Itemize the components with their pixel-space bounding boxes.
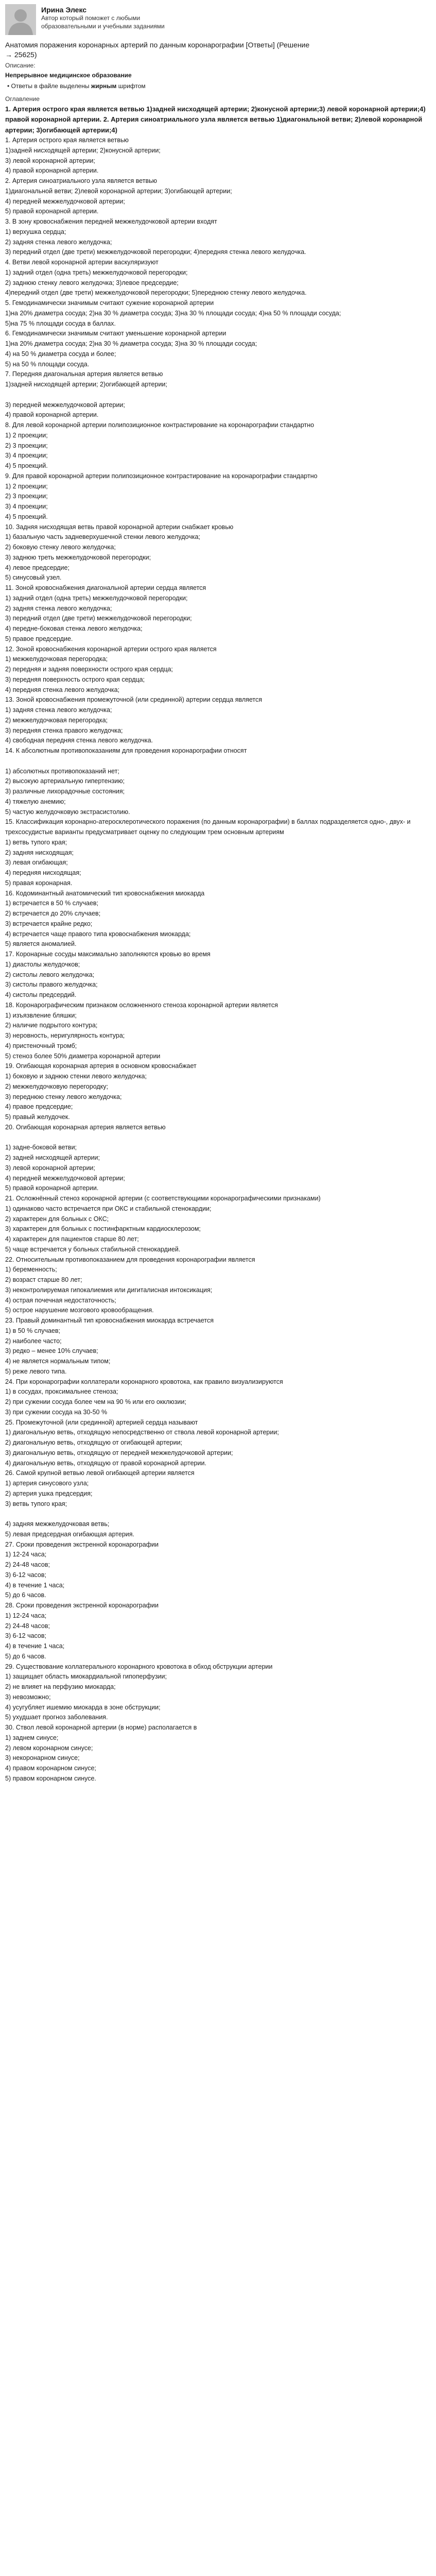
text-line: 4)передний отдел (две трети) межжелудочковой перегородки; 5)переднюю стенку левого желудочка. <box>5 289 307 297</box>
text-line: 4) передняя стенка левого желудочка; <box>5 686 120 693</box>
text-line: 4) правом коронарном синусе; <box>5 1765 96 1772</box>
text-line: 2) задняя стенка левого желудочка; <box>5 238 112 246</box>
text-line: 3) 6-12 часов; <box>5 1571 46 1579</box>
document-title: Анатомия поражения коронарных артерий по данным коронарографии [Ответы] (Решение → 25625) <box>5 41 310 59</box>
text-line: 2) заднюю стенку левого желудочка; 3)левое предсердие; <box>5 279 179 286</box>
text-line: 5) стеноз более 50% диаметра коронарной артерии <box>5 1052 161 1060</box>
text-line: 15. Классификация коронарно-атеросклеротического поражения (по данным коронарографии) в баллах подразделяется одно-, двух- и трехсосудистые варианты предусматривает оценку по следующим трем основным артериям <box>5 818 411 836</box>
text-line: 1) верхушка сердца; <box>5 228 66 235</box>
text-line: 1) базальную часть задневерхушечной стенки левого желудочка; <box>5 533 200 541</box>
text-line: 2) характерен для больных с ОКС; <box>5 1215 109 1223</box>
text-line: 4) 5 проекций. <box>5 513 48 520</box>
text-line: 5) правом коронарном синусе. <box>5 1774 96 1782</box>
text-line: 2) задняя стенка левого желудочка; <box>5 604 112 612</box>
text-line: 4) свободная передняя стенка левого желудочка. <box>5 737 153 744</box>
text-line: 1) беременность; <box>5 1266 57 1274</box>
text-line <box>5 756 431 767</box>
note-emphasis: жирным <box>91 82 117 90</box>
text-line: 2) артерия ушка предсердия; <box>5 1489 93 1497</box>
text-line: 2) при сужении сосуда более чем на 90 % или его окклюзии; <box>5 1398 186 1406</box>
text-line: 1) межжелудочковая перегородка; <box>5 655 108 663</box>
text-line: 1) диастолы желудочков; <box>5 960 80 968</box>
text-line: 1) 2 проекции; <box>5 431 48 439</box>
text-line: 2) возраст старше 80 лет; <box>5 1276 82 1284</box>
text-line: 5) правой коронарной артерии. <box>5 208 99 215</box>
author-block <box>5 4 431 35</box>
text-line: 23. Правый доминантный тип кровоснабжения миокарда встречается <box>5 1317 214 1325</box>
questions-list <box>5 104 431 1784</box>
text-line: 16. Кодоминантный анатомический тип кровоснабжения миокарда <box>5 889 205 897</box>
text-line: 5) ухудшает прогноз заболевания. <box>5 1714 108 1721</box>
text-line: 1) изъязвление бляшки; <box>5 1011 77 1019</box>
text-line: 28. Сроки проведения экстренной коронарографии <box>5 1602 159 1609</box>
text-line: 1) 12-24 часа; <box>5 1612 47 1619</box>
text-line: 5) является аномалией. <box>5 940 77 948</box>
text-line: 8. Для левой коронарной артерии полипозиционное контрастирование на коронарографии стандартно <box>5 421 315 429</box>
text-line: 4) диагональную ветвь, отходящую от правой коронарной артерии. <box>5 1459 206 1467</box>
text-line: 11. Зоной кровоснабжения диагональной артерии сердца является <box>5 584 206 592</box>
text-line: 3) передней межжелудочковой артерии; <box>5 401 125 409</box>
text-line: 4) передняя нисходящая; <box>5 869 81 877</box>
text-line: 5) острое нарушение мозгового кровообращения. <box>5 1307 154 1314</box>
author-name[interactable]: Ирина Элекс <box>41 6 87 14</box>
text-line: 3) 4 проекции; <box>5 452 48 460</box>
text-line: 4) систолы предсердий. <box>5 991 77 999</box>
note-suffix: шрифтом <box>116 82 146 90</box>
description-label: Описание: <box>5 61 36 69</box>
text-line: 1) задняя стенка левого желудочка; <box>5 706 112 714</box>
text-line: 3) передняя поверхность острого края сердца; <box>5 675 145 683</box>
text-line: 2) не влияет на перфузию миокарда; <box>5 1683 116 1691</box>
text-line: 6. Гемодинамически значимым считают уменьшение коронарной артерии <box>5 330 226 337</box>
text-line: 2) высокую артериальную гипертензию; <box>5 777 125 785</box>
text-line: 4) правое предсердие; <box>5 1103 73 1111</box>
text-line: 2) встречается до 20% случаев; <box>5 910 101 918</box>
text-line: 4) в течение 1 часа; <box>5 1581 65 1589</box>
text-line: 24. При коронарографии коллатерали коронарного кровотока, как правило визуализируются <box>5 1378 283 1385</box>
text-line: 26. Самой крупной ветвью левой огибающей артерии является <box>5 1469 195 1477</box>
text-line: 1) в сосудах, проксимальнее стеноза; <box>5 1388 118 1396</box>
text-line: 2) 3 проекции; <box>5 442 48 449</box>
author-description: Автор который поможет с любыми образовательными и учебными заданиями <box>41 14 165 30</box>
text-line: 3) передняя стенка правого желудочка; <box>5 726 123 734</box>
text-line: 1) в 50 % случаев; <box>5 1327 60 1334</box>
text-line: 1) боковую и заднюю стенки левого желудочка; <box>5 1073 147 1080</box>
text-line: 3) характерен для больных с постинфарктным кардиосклерозом; <box>5 1225 201 1233</box>
toc-label: Оглавление <box>5 95 40 103</box>
text-line: 10. Задняя нисходящая ветвь правой коронарной артерии снабжает кровью <box>5 523 234 531</box>
text-line: 2) задняя нисходящая; <box>5 849 74 856</box>
text-line: 17. Коронарные сосуды максимально заполняются кровью во время <box>5 951 211 958</box>
text-line: 1) задне-боковой ветви; <box>5 1144 77 1151</box>
text-line: 3) передний отдел (две трети) межжелудочковой перегородки; 4)передняя стенка левого желудочка. <box>5 248 306 256</box>
text-line: 4) передней межжелудочковой артерии; <box>5 197 125 205</box>
text-line: 4) на 50 % диаметра сосуда и более; <box>5 350 116 358</box>
text-line: 5) до 6 часов. <box>5 1591 46 1599</box>
text-line: 1) артерия синусового узла; <box>5 1480 89 1487</box>
text-line: 2) левом коронарном синусе; <box>5 1744 93 1752</box>
text-line: 5) чаще встречается у больных стабильной стенокардией. <box>5 1245 181 1253</box>
text-line: 30. Ствол левой коронарной артерии (в норме) располагается в <box>5 1724 197 1732</box>
text-line: 3) заднюю треть межжелудочковой перегородки; <box>5 553 151 561</box>
toc-entry[interactable]: 1. Артерия острого края является ветвью 1)задней нисходящей артерии; 2)конусной артерии;3) левой коронарной артерии;4) правой коронарной артерии. 2. Артерия синоатриального узла является ветвью 1)диагональной ветви; 2)левой коронарной артерии; 3)огибающей артерии;4) <box>5 105 426 134</box>
text-line: 5) реже левого типа. <box>5 1367 67 1375</box>
text-line: 5) синусовый узел. <box>5 574 62 582</box>
text-line: 29. Существование коллатерального коронарного кровотока в обход обструкции артерии <box>5 1663 273 1670</box>
text-line: 3) некоронарном синусе; <box>5 1754 80 1762</box>
text-line: 1) задний отдел (одна треть) межжелудочковой перегородки; <box>5 268 188 276</box>
text-line: 1)задней нисходящей артерии; 2)конусной артерии; <box>5 146 161 154</box>
text-line: 4) 5 проекций. <box>5 462 48 470</box>
text-line: 2) задней нисходящей артерии; <box>5 1154 100 1162</box>
text-line: 1. Артерия острого края является ветвью <box>5 137 129 144</box>
text-line: 20. Огибающая коронарная артерия является ветвью <box>5 1123 166 1131</box>
text-line: 2) межжелудочковая перегородка; <box>5 716 108 724</box>
text-line: 3) левой коронарной артерии; <box>5 1164 95 1172</box>
text-line: 5) до 6 часов. <box>5 1652 46 1660</box>
description-value: Непрерывное медицинское образование <box>5 71 132 79</box>
text-line: 19. Огибающая коронарная артерия в основном кровоснабжает <box>5 1062 197 1070</box>
text-line: 2) 24-48 часов; <box>5 1561 50 1569</box>
text-line: 1)диагональной ветви; 2)левой коронарной артерии; 3)огибающей артерии; <box>5 187 232 195</box>
text-line: 5)на 75 % площади сосуда в баллах. <box>5 319 116 327</box>
text-line: 1) защищает область миокардиальной гипоперфузии; <box>5 1673 167 1681</box>
text-line <box>5 1133 431 1143</box>
text-line: 27. Сроки проведения экстренной коронарографии <box>5 1540 159 1548</box>
author-info <box>41 4 196 30</box>
text-line: 18. Коронарографическим признаком осложненного стеноза коронарной артерии является <box>5 1001 278 1009</box>
text-line: 5) правый желудочек. <box>5 1113 70 1121</box>
text-line: 4) пристеночный тромб; <box>5 1042 77 1049</box>
text-line: 14. К абсолютным противопоказаниям для проведения коронарографии относят <box>5 747 247 755</box>
text-line: 4. Ветви левой коронарной артерии васкуляризуют <box>5 259 159 266</box>
text-line: 9. Для правой коронарной артерии полипозиционное контрастирование на коронарографии стандартно <box>5 472 318 480</box>
text-line: 1) 2 проекции; <box>5 482 48 490</box>
text-line: 3) передний отдел (две трети) межжелудочковой перегородки; <box>5 615 192 622</box>
text-line: 3) встречается крайне редко; <box>5 920 93 927</box>
text-line: 3) ветвь тупого края; <box>5 1500 67 1507</box>
text-line: 1) абсолютных противопоказаний нет; <box>5 767 119 775</box>
user-silhouette-icon <box>5 4 36 35</box>
text-line: 5) правая коронарная. <box>5 879 73 887</box>
text-line: 5) на 50 % площади сосуда. <box>5 360 90 368</box>
text-line: 12. Зоной кровоснабжения коронарной артерии острого края является <box>5 645 217 653</box>
text-line: 1) одинаково часто встречается при ОКС и стабильной стенокардии; <box>5 1205 212 1212</box>
text-line: 2) 24-48 часов; <box>5 1622 50 1630</box>
text-line: 1) задний отдел (одна треть) межжелудочковой перегородки; <box>5 594 188 602</box>
text-line: 1)задней нисходящей артерии; 2)огибающей артерии; <box>5 381 167 388</box>
text-line: 7. Передняя диагональная артерия является ветвью <box>5 370 163 378</box>
text-line: 21. Осложнённый стеноз коронарной артерии (с соответствующими коронарографическими признаками) <box>5 1195 321 1202</box>
text-line: 1)на 20% диаметра сосуда; 2)на 30 % диаметра сосуда; 3)на 30 % площади сосуда; 4)на 50 % площади сосуда; <box>5 309 341 317</box>
text-line: 4) встречается чаще правого типа кровоснабжения миокарда; <box>5 930 191 938</box>
text-line: 4) правой коронарной артерии. <box>5 167 99 175</box>
text-line: 2. Артерия синоатриального узла является ветвью <box>5 177 158 185</box>
bold-answers-note <box>7 81 431 91</box>
text-line: 3) редко – менее 10% случаев; <box>5 1347 98 1355</box>
text-line: 1) 12-24 часа; <box>5 1551 47 1558</box>
text-line: 3) неровность, неригулярность контура; <box>5 1032 125 1040</box>
text-line: 2) наиболее часто; <box>5 1337 62 1345</box>
text-line: 3) диагональную ветвь, отходящую от передней межжелудочковой артерии; <box>5 1449 233 1456</box>
text-line: 4) передней межжелудочковой артерии; <box>5 1174 125 1182</box>
note-prefix: • Ответы в файле выделены <box>7 82 91 90</box>
text-line: 3) неконтролируемая гипокалиемия или дигиталисная интоксикация; <box>5 1286 213 1294</box>
text-line <box>5 1509 431 1519</box>
text-line: 2) 3 проекции; <box>5 493 48 500</box>
text-line: 3) систолы правого желудочка; <box>5 981 98 989</box>
text-line: 2) наличие подрытого контура; <box>5 1022 98 1029</box>
text-line: 5) левая предсердная огибающая артерия. <box>5 1530 134 1538</box>
text-line: 5) правое предсердие. <box>5 635 73 642</box>
avatar[interactable] <box>5 4 36 35</box>
text-line: 22. Относительным противопоказанием для проведения коронарографии является <box>5 1256 255 1263</box>
text-line: 4) задняя межжелудочковая ветвь; <box>5 1520 110 1528</box>
text-line: 4) левое предсердие; <box>5 564 69 571</box>
text-line: 2) межжелудочковую перегородку; <box>5 1082 109 1090</box>
text-line: 4) в течение 1 часа; <box>5 1642 65 1650</box>
text-line: 2) систолы левого желудочка; <box>5 971 95 978</box>
text-line: 1) ветвь тупого края; <box>5 838 67 846</box>
text-line: 3) переднюю стенку левого желудочка; <box>5 1093 122 1100</box>
text-line: 3) левой коронарной артерии; <box>5 157 95 164</box>
text-line: 4) передне-боковая стенка левого желудочка; <box>5 625 143 633</box>
text-line: 5) частую желудочковую экстрасистолию. <box>5 808 130 816</box>
text-line: 4) острая почечная недостаточность; <box>5 1296 116 1304</box>
text-line <box>5 390 431 400</box>
text-line: 5. Гемодинамически значимым считают сужение коронарной артерии <box>5 299 214 307</box>
text-line: 3. В зону кровоснабжения передней межжелудочковой артерии входят <box>5 218 217 226</box>
text-line: 4) усугубляет ишемию миокарда в зоне обструкции; <box>5 1703 161 1711</box>
text-line: 3) при сужении сосуда на 30-50 % <box>5 1408 108 1416</box>
text-line: 2) боковую стенку левого желудочка; <box>5 544 116 551</box>
text-line: 4) характерен для пациентов старше 80 лет; <box>5 1235 139 1243</box>
text-line: 25. Промежуточной (или срединной) артерией сердца называют <box>5 1418 198 1426</box>
text-line: 3) левая огибающая; <box>5 859 68 867</box>
text-line: 4) тяжелую анемию; <box>5 798 66 805</box>
text-line: 1) встречается в 50 % случаев; <box>5 900 99 907</box>
text-line: 1)на 20% диаметра сосуда; 2)на 30 % диаметра сосуда; 3)на 30 % площади сосуда; <box>5 340 257 348</box>
text-line: 3) 6-12 часов; <box>5 1632 46 1640</box>
text-line: 13. Зоной кровоснабжения промежуточной (или срединной) артерии сердца является <box>5 696 263 704</box>
text-line: 1) заднем синусе; <box>5 1734 59 1741</box>
text-line: 5) правой коронарной артерии. <box>5 1184 99 1192</box>
text-line: 3) 4 проекции; <box>5 503 48 511</box>
text-line: 1) диагональную ветвь, отходящую непосредственно от ствола левой коронарной артерии; <box>5 1429 279 1436</box>
text-line: 2) диагональную ветвь, отходящую от огибающей артерии; <box>5 1439 183 1447</box>
text-line: 4) не является нормальным типом; <box>5 1358 111 1365</box>
text-line: 3) невозможно; <box>5 1693 51 1701</box>
text-line: 2) передняя и задняя поверхности острого края сердца; <box>5 666 173 673</box>
text-line: 4) правой коронарной артерии. <box>5 411 99 419</box>
text-line: 3) различные лихорадочные состояния; <box>5 788 125 795</box>
